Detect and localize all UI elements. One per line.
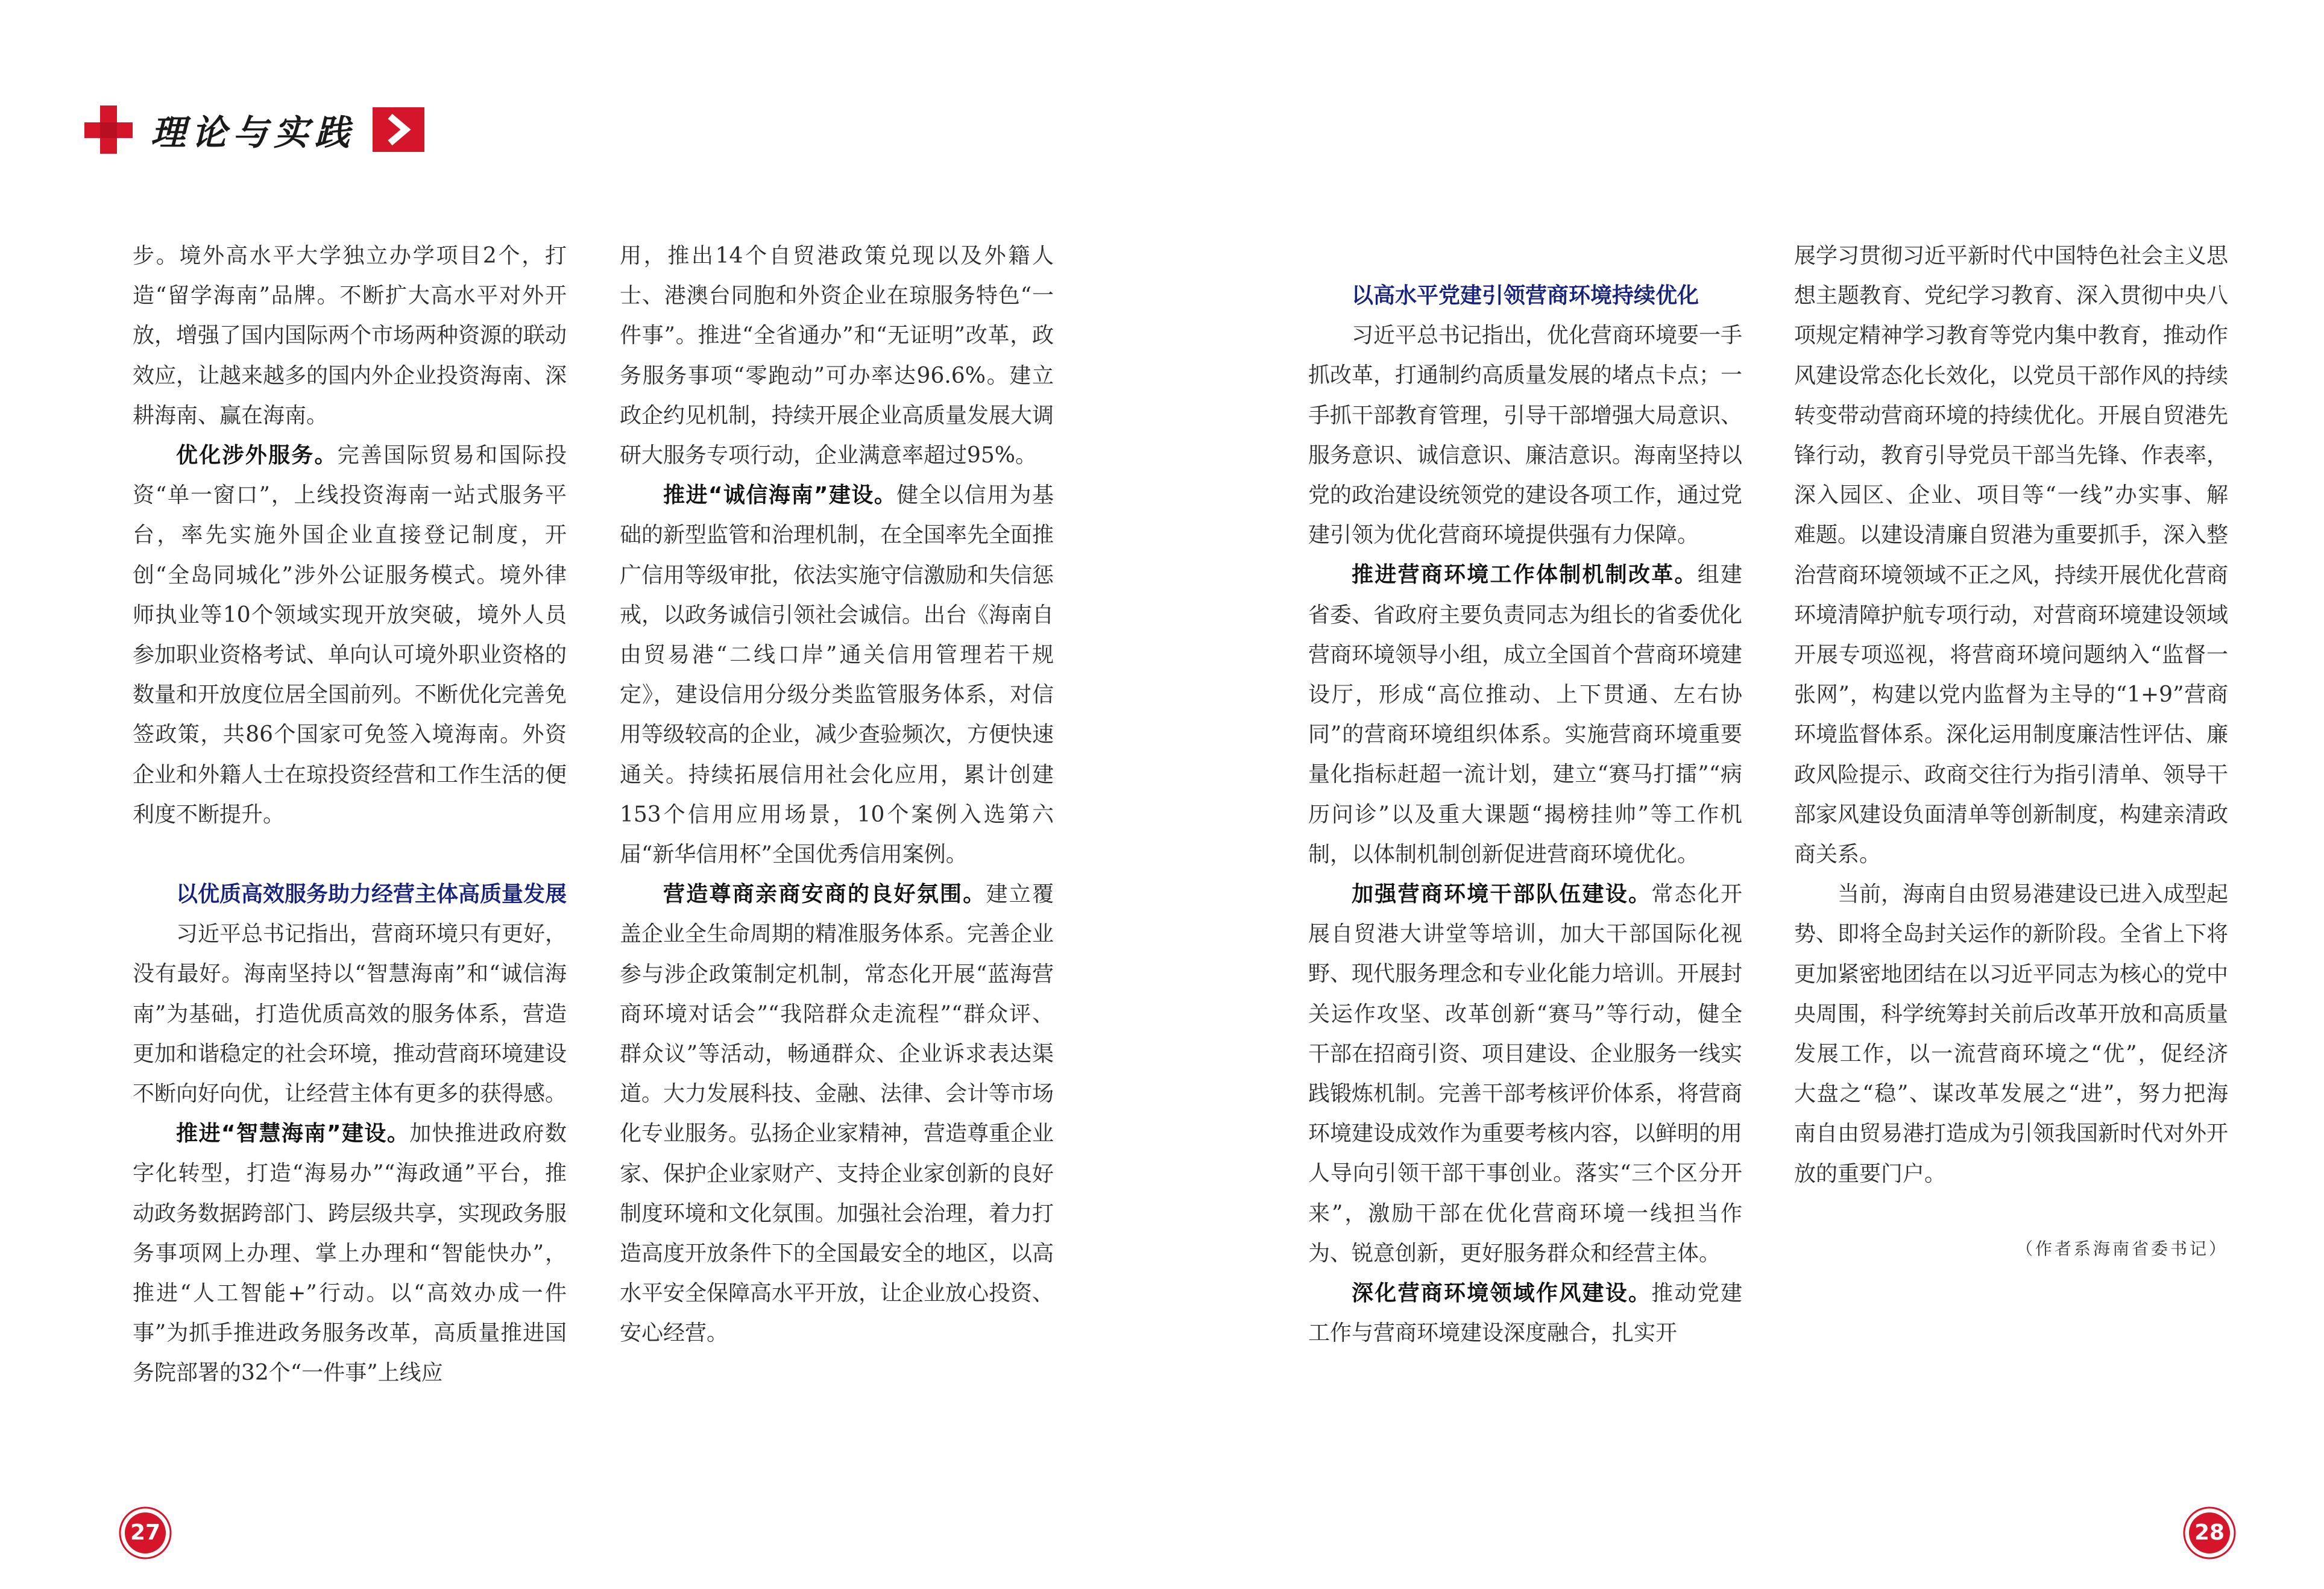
paragraph-body: 建立覆盖企业全生命周期的精准服务体系。完善企业参与涉企政策制定机制，常态化开展“蓝海营商环境对话会”“我陪群众走流程”“群众评、群众议”等活动，畅通群众、企业诉求表达渠道。大力发展科技、金融、法律、会计等市场化专业服务。弘扬企业家精神，营造尊重企业家、保护企业家财产、支持企业家创新的良好制度环境和文化氛围。加强社会治理，着力打造高度开放条件下的全国最安全的地区，以高水平安全保障高水平开放，让企业放心投资、安心经营。: [620, 882, 1054, 1346]
column-3: [1308, 236, 1742, 1353]
paragraph: [1308, 1274, 1742, 1353]
paragraph: [1308, 875, 1742, 1274]
paragraph-lead: 深化营商环境领域作风建设。: [1352, 1281, 1652, 1306]
page-number-text: 28: [2194, 1520, 2225, 1545]
paragraph-lead: 优化涉外服务。: [176, 443, 338, 468]
author-note: （作者系海南省委书记）: [2015, 1238, 2228, 1259]
paragraph-lead: 推进营商环境工作体制机制改革。: [1352, 562, 1698, 588]
column-2: [620, 236, 1054, 1354]
cross-logo-icon: [84, 105, 133, 154]
paragraph: 习近平总书记指出，优化营商环境要一手抓改革，打通制约高质量发展的堵点卡点；一手抓干部教育管理，引导干部增强大局意识、服务意识、诚信意识、廉洁意识。海南坚持以党的政治建设统领党的建设各项工作，通过党建引领为优化营商环境提供强有力保障。: [1308, 323, 1743, 548]
paragraph-body: 组建省委、省政府主要负责同志为组长的省委优化营商环境领导小组，成立全国首个营商环境建设厅，形成“高位推动、上下贯通、左右协同”的营商环境组织体系。实施营商环境重要量化指标赶超一流计划，建立“赛马打擂”“病历问诊”以及重大课题“揭榜挂帅”等工作机制，以体制机制创新促进营商环境优化。: [1308, 562, 1743, 867]
section-title: 理论与实践: [151, 112, 356, 153]
chevron-right-icon: [373, 107, 424, 152]
paragraph-body: 加快推进政府数字化转型，打造“海易办”“海政通”平台，推动政务数据跨部门、跨层级共享，实现政务服务事项网上办理、掌上办理和“智能快办”，推进“人工智能+”行动。以“高效办成一件事”为抓手推进政务服务改革，高质量推进国务院部署的32个“一件事”上线应: [133, 1121, 567, 1386]
section-heading: 以高水平党建引领营商环境持续优化: [1352, 283, 1699, 308]
paragraph-body: 常态化开展自贸港大讲堂等培训，加大干部国际化视野、现代服务理念和专业化能力培训。开展封关运作攻坚、改革创新“赛马”等行动，健全干部在招商引资、项目建设、企业服务一线实践锻炼机制。完善干部考核评价体系，将营商环境建设成效作为重要考核内容，以鲜明的用人导向引领干部干事创业。落实“三个区分开来”，激励干部在优化营商环境一线担当作为、锐意创新，更好服务群众和经营主体。: [1308, 882, 1743, 1266]
paragraph: [133, 1114, 567, 1393]
paragraph-lead: 推进“诚信海南”建设。: [663, 483, 897, 508]
paragraph: [133, 436, 567, 835]
paragraph-body: 健全以信用为基础的新型监管和治理机制，在全国率先全面推广信用等级审批，依法实施守信激励和失信惩戒，以政务诚信引领社会诚信。出台《海南自由贸易港“二线口岸”通关信用管理若干规定》，建设信用分级分类监管服务体系，对信用等级较高的企业，减少查验频次，方便快速通关。持续拓展信用社会化应用，累计创建153个信用应用场景，10个案例入选第六届“新华信用杯”全国优秀信用案例。: [620, 483, 1054, 867]
column-4: [1794, 236, 2228, 1269]
paragraph: 展学习贯彻习近平新时代中国特色社会主义思想主题教育、党纪学习教育、深入贯彻中央八项规定精神学习教育等党内集中教育，推动作风建设常态化长效化，以党员干部作风的持续转变带动营商环境的持续优化。开展自贸港先锋行动，教育引导党员干部当先锋、作表率，深入园区、企业、项目等“一线”办实事、解难题。以建设清廉自贸港为重要抓手，深入整治营商环境领域不正之风，持续开展优化营商环境清障护航专项行动，对营商环境建设领域开展专项巡视，将营商环境问题纳入“监督一张网”，构建以党内监督为主导的“1+9”营商环境监督体系。深化运用制度廉洁性评估、廉政风险提示、政商交往行为指引清单、领导干部家风建设负面清单等创新制度，构建亲清政商关系。: [1794, 244, 2229, 867]
paragraph-body: 推动党建工作与营商环境建设深度融合，扎实开: [1308, 1281, 1742, 1346]
page-number-text: 27: [130, 1520, 161, 1545]
page-number-left: [118, 1506, 172, 1560]
page-number-right: [2182, 1506, 2237, 1560]
paragraph: [1308, 555, 1742, 875]
paragraph: 步。境外高水平大学独立办学项目2个，打造“留学海南”品牌。不断扩大高水平对外开放，增强了国内国际两个市场两种资源的联动效应，让越来越多的国内外企业投资海南、深耕海南、赢在海南。: [133, 244, 567, 428]
paragraph: 习近平总书记指出，营商环境只有更好，没有最好。海南坚持以“智慧海南”和“诚信海南”为基础，打造优质高效的服务体系，营造更加和谐稳定的社会环境，推动营商环境建设不断向好向优，让经营主体有更多的获得感。: [133, 922, 567, 1107]
paragraph: 当前，海南自由贸易港建设已进入成型起势、即将全岛封关运作的新阶段。全省上下将更加紧密地团结在以习近平同志为核心的党中央周围，科学统筹封关前后改革开放和高质量发展工作，以一流营商环境之“优”，促经济大盘之“稳”、谋改革发展之“进”，努力把海南自由贸易港打造成为引领我国新时代对外开放的重要门户。: [1794, 882, 2229, 1186]
section-heading: 以优质高效服务助力经营主体高质量发展: [176, 882, 567, 907]
paragraph: [620, 476, 1054, 875]
column-1: [133, 236, 567, 1394]
paragraph: [620, 875, 1054, 1353]
paragraph: 用，推出14个自贸港政策兑现以及外籍人士、港澳台同胞和外资企业在琼服务特色“一件事”。推进“全省通办”和“无证明”改革，政务服务事项“零跑动”可办率达96.6%。建立政企约见机制，持续开展企业高质量发展大调研大服务专项行动，企业满意率超过95%。: [620, 244, 1054, 468]
section-header: [84, 102, 424, 157]
paragraph-lead: 加强营商环境干部队伍建设。: [1352, 882, 1652, 907]
paragraph-lead: 推进“智慧海南”建设。: [176, 1121, 410, 1147]
paragraph-lead: 营造尊商亲商安商的良好氛围。: [663, 882, 986, 907]
paragraph-body: 完善国际贸易和国际投资“单一窗口”，上线投资海南一站式服务平台，率先实施外国企业直接登记制度，开创“全岛同城化”涉外公证服务模式。境外律师执业等10个领域实现开放突破，境外人员参加职业资格考试、单向认可境外职业资格的数量和开放度位居全国前列。不断优化完善免签政策，共86个国家可免签入境海南。外资企业和外籍人士在琼投资经营和工作生活的便利度不断提升。: [133, 443, 567, 827]
